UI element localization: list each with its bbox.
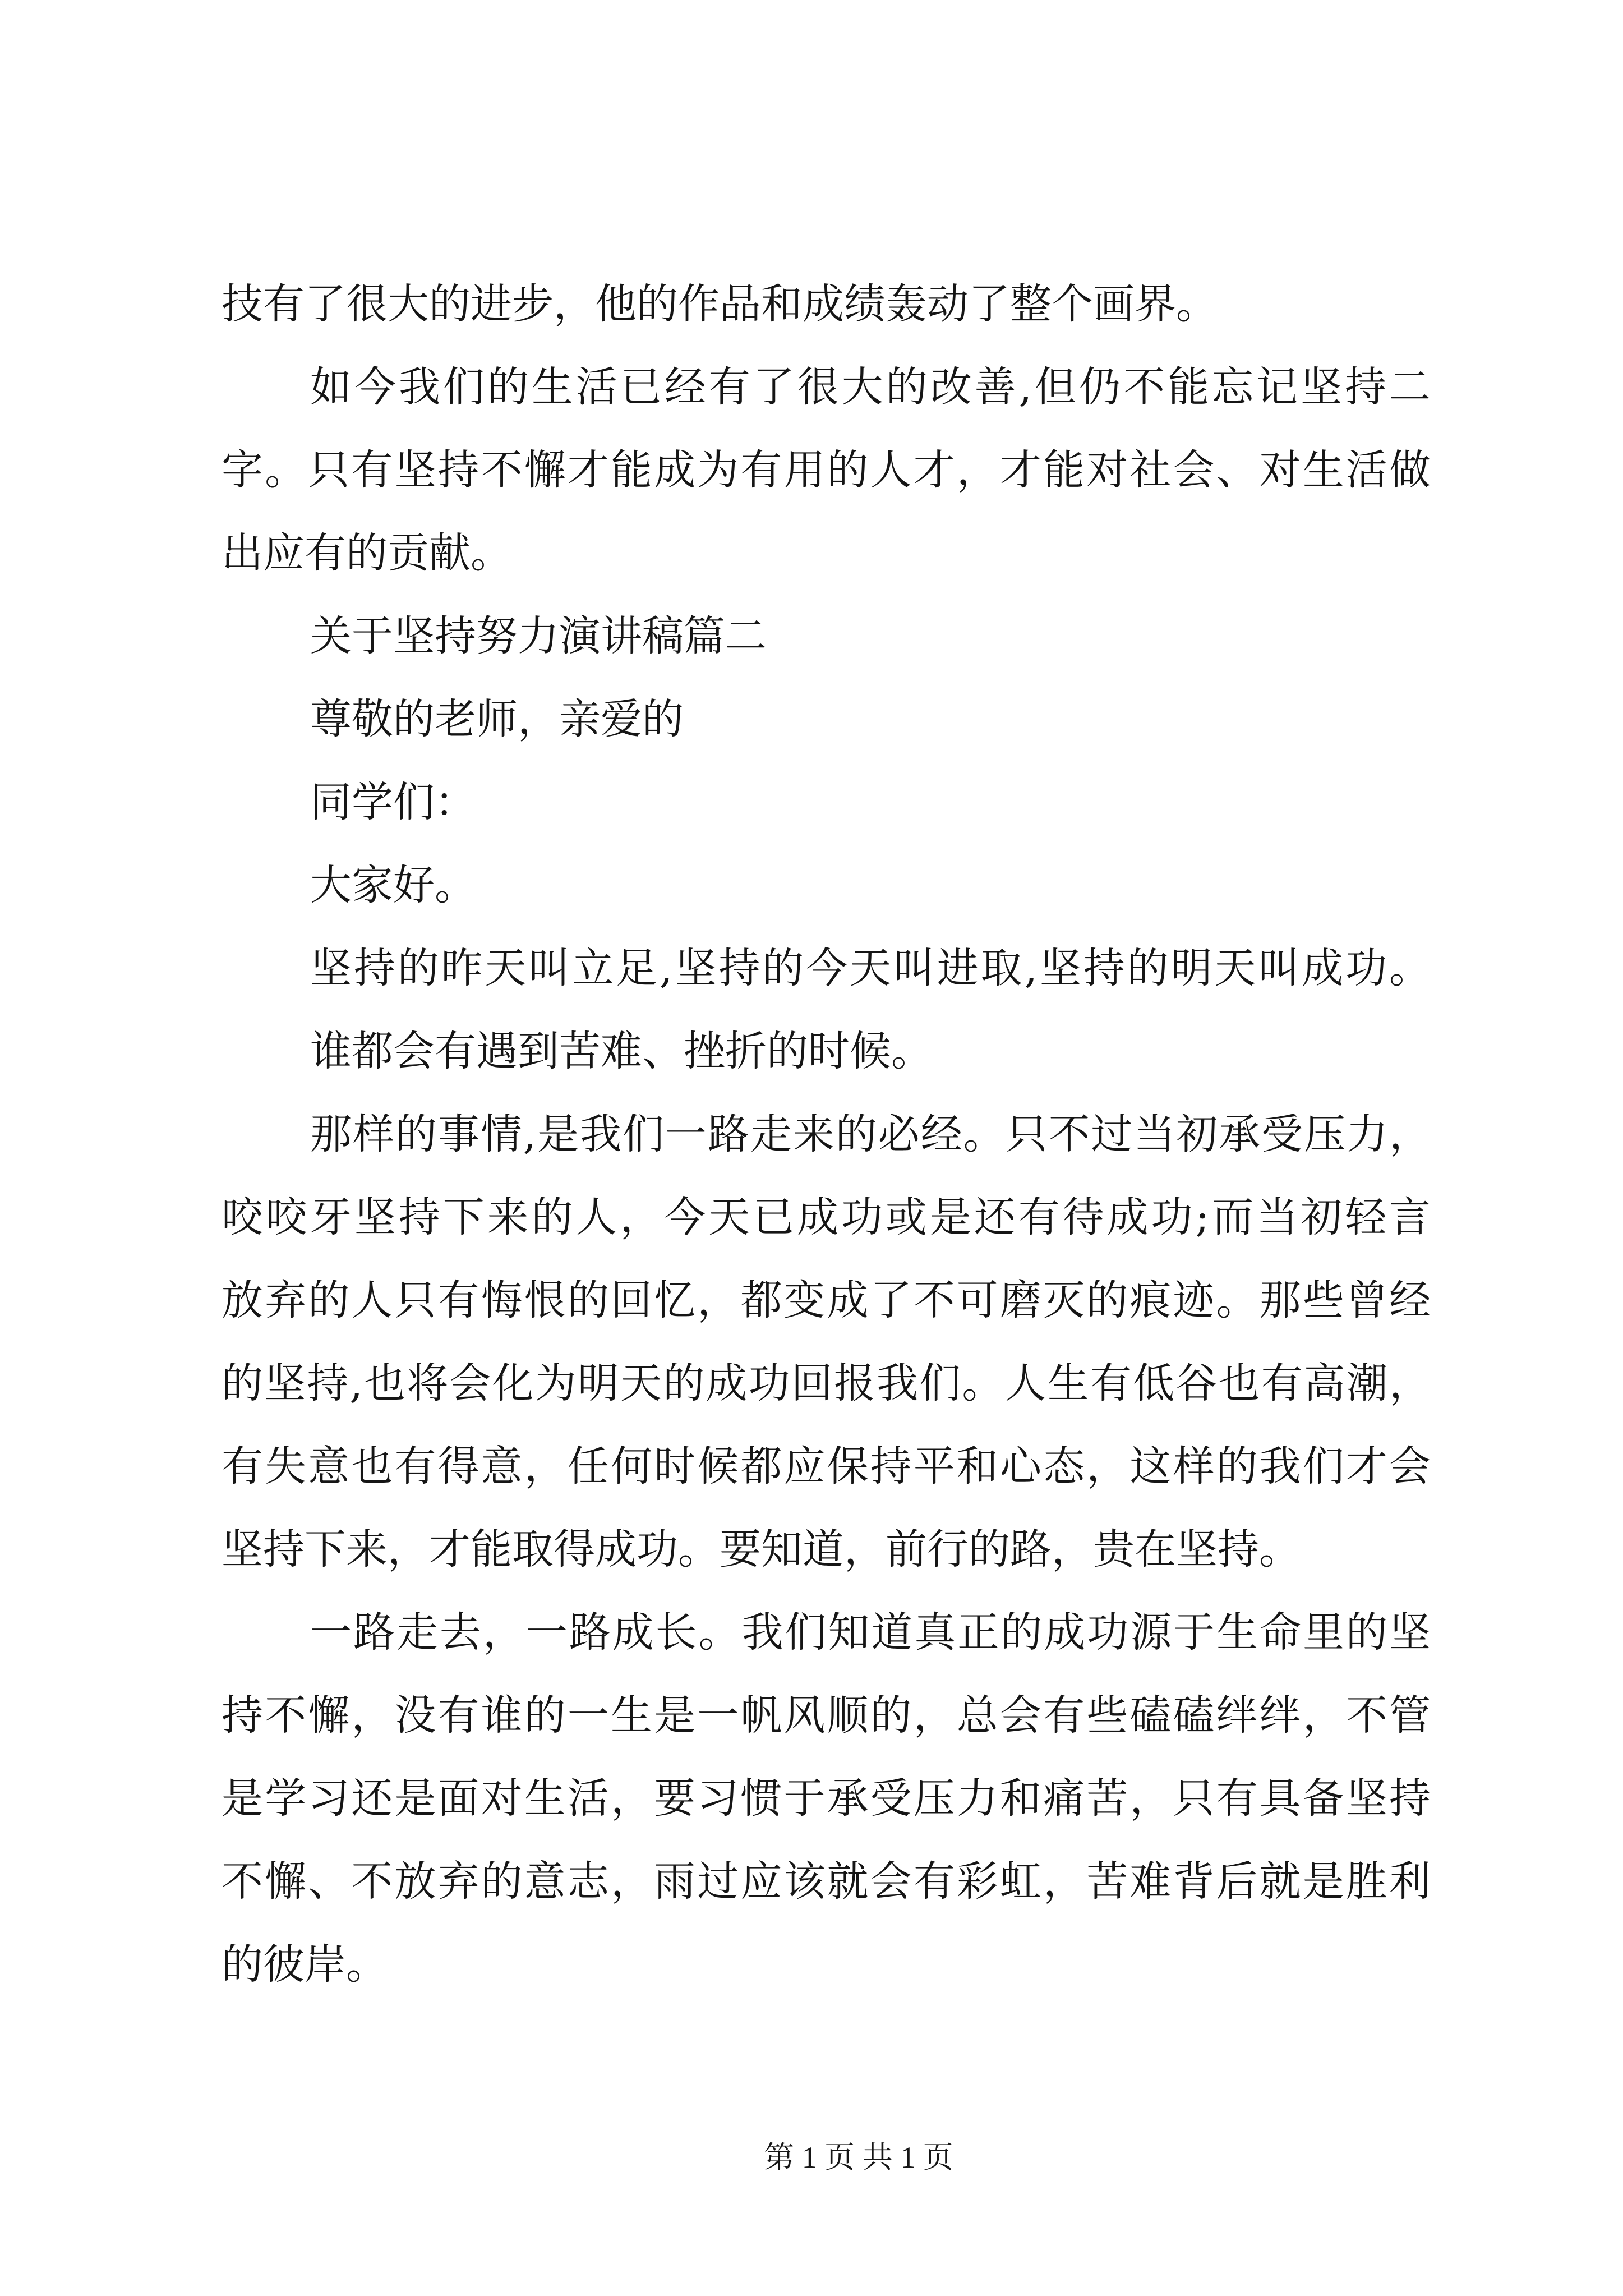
text-line: 不懈、不放弃的意志，雨过应该就会有彩虹，苦难背后就是胜利 <box>222 1857 1431 1906</box>
text-line: 持不懈，没有谁的一生是一帆风顺的，总会有些磕磕绊绊，不管 <box>222 1691 1431 1740</box>
text-line: 谁都会有遇到苦难、挫折的时候。 <box>310 1027 933 1075</box>
salutation-line: 同学们： <box>310 778 476 826</box>
text-line: 有失意也有得意，任何时候都应保持平和心态，这样的我们才会 <box>222 1442 1431 1490</box>
text-line: 出应有的贡献。 <box>222 529 512 577</box>
salutation <box>222 678 1431 761</box>
salutation-line: 尊敬的老师，亲爱的 <box>310 695 684 743</box>
text-line: 是学习还是面对生活，要习惯于承受压力和痛苦，只有具备坚持 <box>222 1774 1431 1823</box>
text-line: 坚持的昨天叫立足,坚持的今天叫进取,坚持的明天叫成功。 <box>310 944 1431 992</box>
paragraph-continuation <box>222 263 1431 346</box>
section-heading <box>222 595 1431 678</box>
text-line: 技有了很大的进步，他的作品和成绩轰动了整个画界。 <box>222 280 1218 328</box>
text-line: 放弃的人只有悔恨的回忆，都变成了不可磨灭的痕迹。那些曾经 <box>222 1276 1431 1324</box>
text-line: 的坚持,也将会化为明天的成功回报我们。人生有低谷也有高潮， <box>222 1359 1431 1407</box>
text-line: 如今我们的生活已经有了很大的改善,但仍不能忘记坚持二 <box>310 363 1431 411</box>
paragraph <box>222 1591 1431 2006</box>
heading-line: 关于坚持努力演讲稿篇二 <box>310 612 767 660</box>
paragraph <box>222 1010 1431 1093</box>
text-line: 字。只有坚持不懈才能成为有用的人才，才能对社会、对生活做 <box>222 446 1431 494</box>
text-line: 咬咬牙坚持下来的人，今天已成功或是还有待成功;而当初轻言 <box>222 1193 1431 1241</box>
text-line: 的彼岸。 <box>222 1940 388 1989</box>
greeting <box>222 844 1431 927</box>
paragraph <box>222 927 1431 1010</box>
text-line: 坚持下来，才能取得成功。要知道，前行的路，贵在坚持。 <box>222 1525 1301 1573</box>
text-line: 一路走去，一路成长。我们知道真正的成功源于生命里的坚 <box>310 1608 1431 1657</box>
salutation <box>222 761 1431 844</box>
paragraph <box>222 1093 1431 1591</box>
text-line: 那样的事情,是我们一路走来的必经。只不过当初承受压力， <box>310 1110 1431 1158</box>
page-number-footer: 第 1 页 共 1 页 <box>764 2141 953 2174</box>
document-body <box>222 263 1431 2006</box>
greeting-line: 大家好。 <box>310 861 476 909</box>
paragraph <box>222 346 1431 595</box>
